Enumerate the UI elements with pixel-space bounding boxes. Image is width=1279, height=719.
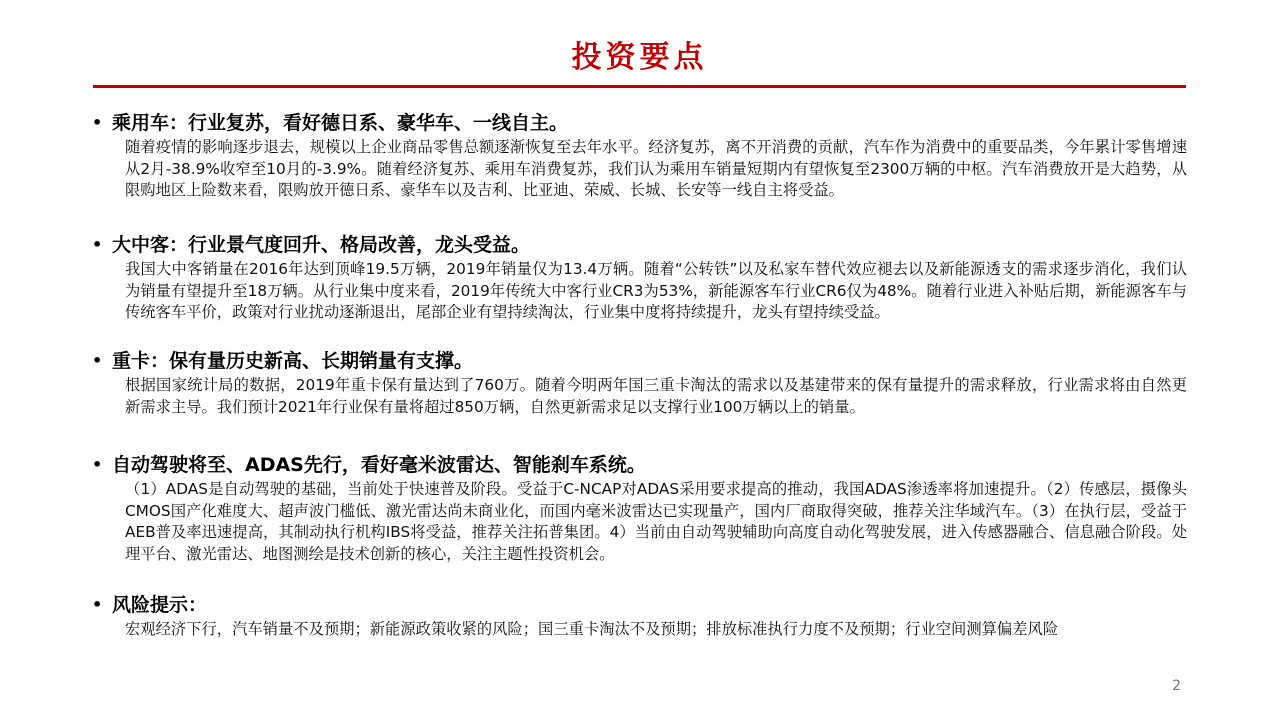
bullet-icon: • bbox=[92, 351, 103, 370]
section-heading bbox=[92, 592, 1187, 618]
heading-text: 乘用车：行业复苏，看好德日系、豪华车、一线自主。 bbox=[112, 112, 569, 134]
page-title: 投资要点 bbox=[571, 40, 708, 75]
section-body: 随着疫情的影响逐步退去，规模以上企业商品零售总额逐渐恢复至去年水平。经济复苏，离不开消费的贡献，汽车作为消费中的重要品类，今年累计零售增速从2月-38.9%收窄至10月的-3.9%。随着经济复苏、乘用车消费复苏，我们认为乘用车销量短期内有望恢复至2300万辆的中枢。汽车消费放开是大趋势，从限购地区上险数来看，限购放开德日系、豪华车以及吉利、比亚迪、荣威、长城、长安等一线自主将受益。 bbox=[125, 138, 1187, 200]
section-passenger-car bbox=[92, 110, 1187, 202]
section-body: 根据国家统计局的数据，2019年重卡保有量达到了760万。随着今明两年国三重卡淘汰的需求以及基建带来的保有量提升的需求释放，行业需求将由自然更新需求主导。我们预计2021年行业保有量将超过850万辆，自然更新需求足以支撑行业100万辆以上的销量。 bbox=[125, 376, 1187, 416]
bullet-icon: • bbox=[92, 235, 103, 254]
section-risk bbox=[92, 592, 1187, 641]
page-number: 2 bbox=[1172, 678, 1181, 694]
section-body: 我国大中客销量在2016年达到顶峰19.5万辆，2019年销量仅为13.4万辆。随着“公转铁”以及私家车替代效应褪去以及新能源透支的需求逐步消化，我们认为销量有望提升至18万辆。从行业集中度来看，2019年传统大中客行业CR3为53%，新能源客车行业CR6仅为48%。随着行业进入补贴后期，新能源客车与传统客车平价，政策对行业扰动逐渐退出，尾部企业有望持续淘汰，行业集中度将持续提升，龙头有望持续受益。 bbox=[125, 260, 1187, 322]
bullet-icon: • bbox=[92, 113, 103, 132]
heading-text: 自动驾驶将至、ADAS先行，看好毫米波雷达、智能刹车系统。 bbox=[112, 454, 646, 476]
section-heading bbox=[92, 232, 1187, 258]
section-heavy-truck bbox=[92, 348, 1187, 418]
title-underline bbox=[93, 85, 1186, 88]
bullet-icon: • bbox=[92, 595, 103, 614]
section-heading bbox=[92, 452, 1187, 478]
section-body: （1）ADAS是自动驾驶的基础，当前处于快速普及阶段。受益于C-NCAP对ADAS采用要求提高的推动，我国ADAS渗透率将加速提升。（2）传感层，摄像头CMOS国产化难度大、超声波门槛低、激光雷达尚未商业化，而国内毫米波雷达已实现量产，国内厂商取得突破，推荐关注华域汽车。（3）在执行层，受益于AEB普及率迅速提高，其制动执行机构IBS将受益，推荐关注拓普集团。4）当前由自动驾驶辅助向高度自动化驾驶发展，进入传感器融合、信息融合阶段。处理平台、激光雷达、地图测绘是技术创新的核心，关注主题性投资机会。 bbox=[125, 480, 1187, 563]
section-body: 宏观经济下行，汽车销量不及预期；新能源政策收紧的风险；国三重卡淘汰不及预期；排放标准执行力度不及预期；行业空间测算偏差风险 bbox=[125, 620, 1059, 638]
heading-text: 风险提示： bbox=[112, 594, 208, 616]
section-heading bbox=[92, 110, 1187, 136]
section-heading bbox=[92, 348, 1187, 374]
section-autonomous-driving bbox=[92, 452, 1187, 565]
heading-text: 重卡：保有量历史新高、长期销量有支撑。 bbox=[112, 350, 474, 372]
heading-text: 大中客：行业景气度回升、格局改善，龙头受益。 bbox=[112, 234, 531, 256]
section-bus bbox=[92, 232, 1187, 324]
bullet-icon: • bbox=[92, 455, 103, 474]
